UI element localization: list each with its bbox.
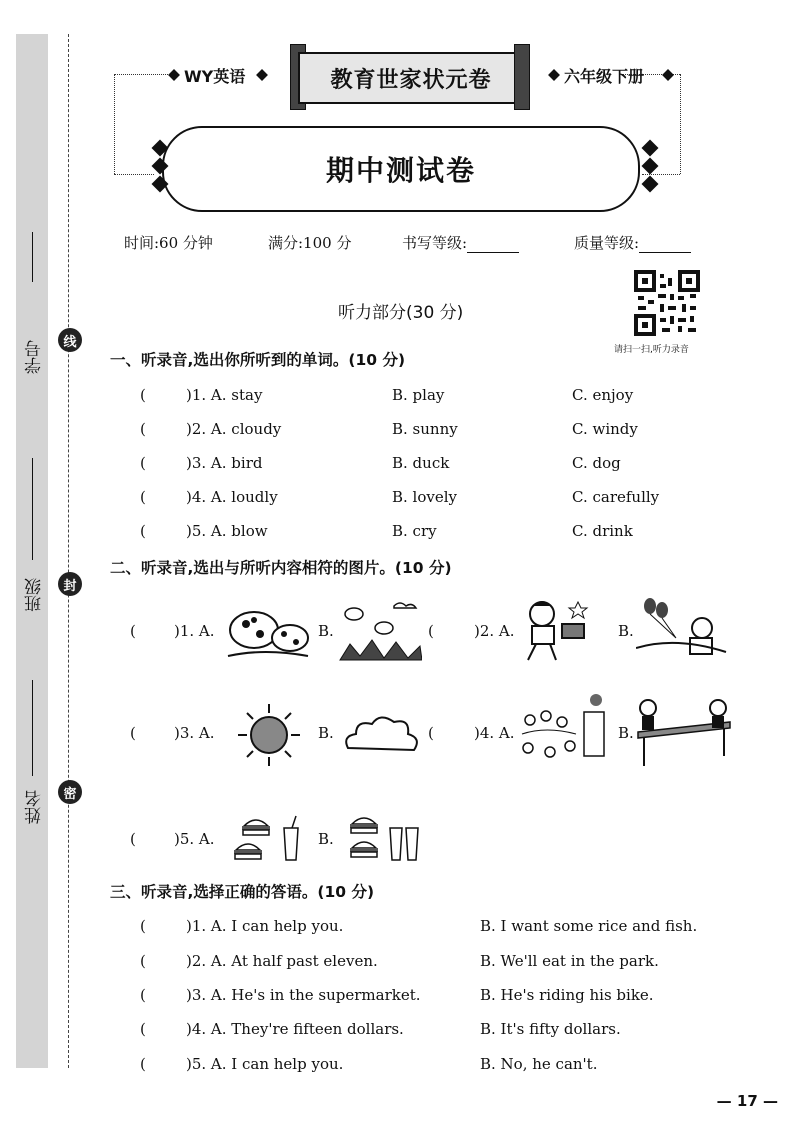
reply-option-b: B. I want some rice and fish. (480, 917, 698, 935)
header-frame-line (114, 174, 154, 175)
quality-grade-blank[interactable] (639, 238, 691, 253)
grade-tag: 六年级下册 (564, 67, 645, 86)
reply-option-a: )5. A. I can help you. (186, 1055, 344, 1073)
answer-paren[interactable]: ( (140, 488, 146, 506)
student-id-blank[interactable] (32, 232, 33, 282)
reply-option-b: B. No, he can't. (480, 1055, 598, 1073)
diamond-icon (168, 69, 180, 81)
answer-paren[interactable]: ( (140, 454, 146, 472)
scroll-end-icon (514, 44, 530, 110)
writing-grade-blank[interactable] (467, 238, 519, 253)
answer-paren[interactable]: ( (130, 830, 136, 848)
reply-option-a: )4. A. They're fifteen dollars. (186, 1020, 404, 1038)
seal-mark-secret: 密 (58, 780, 82, 804)
qr-caption: 请扫一扫,听力录音 (614, 345, 689, 355)
option-b: B. sunny (392, 420, 458, 438)
option-b: B. duck (392, 454, 450, 472)
header-frame-line (642, 174, 680, 175)
picture-option-a: )2. A. (474, 622, 515, 640)
time-info: 时间:60 分钟 (124, 234, 213, 252)
answer-paren[interactable]: ( (428, 724, 434, 742)
answer-paren[interactable]: ( (140, 952, 146, 970)
option-a: )3. A. bird (186, 454, 263, 472)
option-b: B. lovely (392, 488, 458, 506)
student-id-label: 学号 (25, 340, 45, 374)
quality-grade (574, 232, 691, 253)
option-a: )2. A. cloudy (186, 420, 282, 438)
writing-grade (402, 232, 519, 253)
picture-option-a: )4. A. (474, 724, 515, 742)
answer-paren[interactable]: ( (428, 622, 434, 640)
picture-option-b: B. (318, 622, 334, 640)
picture-option-a: )1. A. (174, 622, 215, 640)
reply-option-b: B. It's fifty dollars. (480, 1020, 621, 1038)
answer-paren[interactable]: ( (140, 986, 146, 1004)
picture-option-b: B. (618, 724, 634, 742)
picture-option-a: )3. A. (174, 724, 215, 742)
diamond-icon (642, 176, 659, 193)
name-blank[interactable] (32, 680, 33, 776)
answer-paren[interactable]: ( (140, 420, 146, 438)
option-c: C. carefully (572, 488, 660, 506)
boy-with-balloons-picture[interactable] (636, 596, 728, 666)
header-frame-line (114, 74, 170, 75)
sun-picture[interactable] (236, 702, 302, 768)
option-c: C. windy (572, 420, 638, 438)
reply-option-b: B. He's riding his bike. (480, 986, 654, 1004)
table-tennis-picture[interactable] (634, 696, 734, 768)
answer-paren[interactable]: ( (130, 724, 136, 742)
picture-option-b: B. (618, 622, 634, 640)
reply-option-a: )2. A. At half past eleven. (186, 952, 378, 970)
option-c: C. enjoy (572, 386, 634, 404)
header-frame-line (114, 74, 115, 174)
burgers-and-drink-picture[interactable] (230, 812, 310, 866)
answer-paren[interactable]: ( (140, 522, 146, 540)
picture-option-b: B. (318, 724, 334, 742)
answer-paren[interactable]: ( (130, 622, 136, 640)
score-info: 满分:100 分 (268, 234, 352, 252)
option-a: )1. A. stay (186, 386, 263, 404)
section1-heading: 一、听录音,选出你所听到的单词。(10 分) (110, 351, 406, 369)
cloud-picture[interactable] (342, 712, 422, 756)
seal-mark-line: 线 (58, 328, 82, 352)
subject-tag: WY英语 (184, 67, 246, 86)
quality-grade-label: 质量等级: (574, 234, 640, 252)
diamond-icon (548, 69, 560, 81)
picture-option-a: )5. A. (174, 830, 215, 848)
option-a: )4. A. loudly (186, 488, 278, 506)
header-frame-line (680, 74, 681, 174)
option-b: B. cry (392, 522, 437, 540)
answer-paren[interactable]: ( (140, 1055, 146, 1073)
section3-heading: 三、听录音,选择正确的答语。(10 分) (110, 883, 375, 901)
class-label: 班级 (25, 578, 45, 612)
listening-heading: 听力部分(30 分) (338, 303, 464, 323)
banner-title: 教育世家状元卷 (298, 52, 524, 104)
kids-playing-picture[interactable] (516, 690, 610, 772)
option-b: B. play (392, 386, 445, 404)
answer-paren[interactable]: ( (140, 917, 146, 935)
cut-line (68, 34, 69, 1068)
option-c: C. drink (572, 522, 633, 540)
boy-with-box-picture[interactable] (518, 598, 604, 664)
burgers-and-drinks-picture[interactable] (344, 810, 424, 866)
page-number: — 17 — (716, 1092, 778, 1110)
option-a: )5. A. blow (186, 522, 268, 540)
reply-option-a: )1. A. I can help you. (186, 917, 344, 935)
reply-option-b: B. We'll eat in the park. (480, 952, 659, 970)
class-blank[interactable] (32, 458, 33, 560)
diamond-icon (662, 69, 674, 81)
ladybugs-picture[interactable] (224, 604, 312, 660)
qr-code-icon[interactable] (634, 270, 700, 336)
answer-paren[interactable]: ( (140, 1020, 146, 1038)
diamond-icon (256, 69, 268, 81)
answer-paren[interactable]: ( (140, 386, 146, 404)
writing-grade-label: 书写等级: (402, 234, 468, 252)
exam-title: 期中测试卷 (162, 126, 640, 212)
seal-mark-seal: 封 (58, 572, 82, 596)
section2-heading: 二、听录音,选出与所听内容相符的图片。(10 分) (110, 559, 452, 577)
reply-option-a: )3. A. He's in the supermarket. (186, 986, 421, 1004)
diamond-icon (642, 158, 659, 175)
diamond-icon (642, 140, 659, 157)
name-label: 姓名 (25, 790, 45, 824)
picture-option-b: B. (318, 830, 334, 848)
birds-picture[interactable] (338, 600, 422, 662)
option-c: C. dog (572, 454, 621, 472)
